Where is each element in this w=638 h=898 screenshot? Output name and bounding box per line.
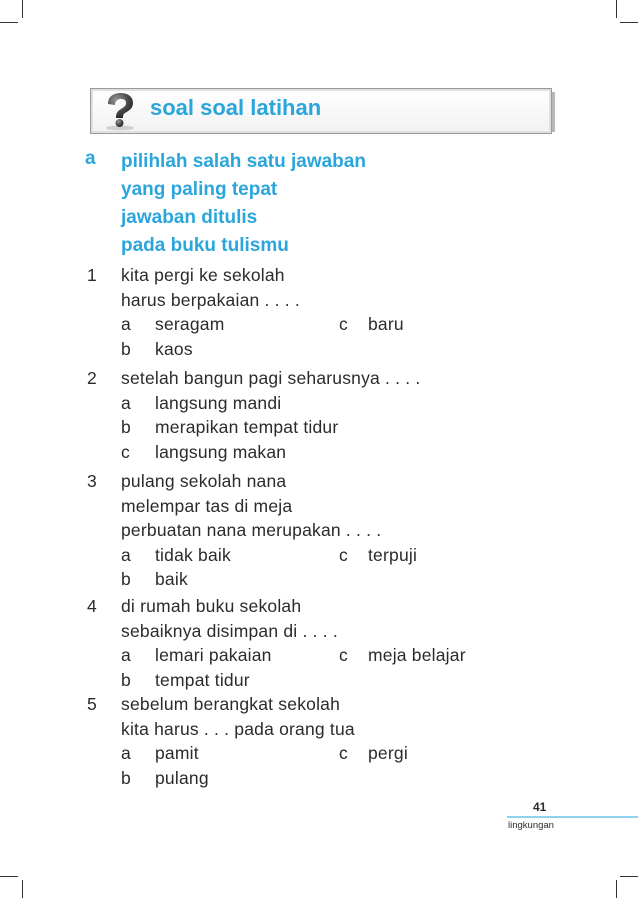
option-letter: a — [121, 314, 131, 334]
page-number: 41 — [533, 800, 547, 814]
option-letter: c — [121, 441, 130, 462]
crop-mark-bottom-left-v — [22, 880, 23, 898]
question-number: 5 — [87, 694, 97, 714]
option-row — [121, 741, 408, 766]
question-number: 1 — [87, 265, 97, 285]
option-text: langsung mandi — [155, 392, 282, 413]
option-letter: b — [121, 338, 131, 359]
option-row — [121, 415, 420, 440]
crop-mark-bottom-right-h — [620, 876, 638, 877]
option-letter: c — [339, 645, 348, 665]
option-row — [121, 766, 355, 791]
option-row — [121, 543, 418, 568]
option-text: merapikan tempat tidur — [155, 417, 339, 437]
option-row — [121, 567, 381, 592]
instruction-line: pada buku tulismu — [121, 235, 289, 256]
instruction-line: pilihlah salah satu jawaban — [121, 151, 366, 172]
option-text: pamit — [155, 743, 199, 763]
option-letter: c — [339, 743, 348, 763]
option-letter: c — [339, 314, 348, 334]
crop-mark-top-right-h — [620, 22, 638, 23]
option-text: pergi — [368, 743, 408, 763]
option-row — [121, 312, 404, 337]
instruction-text — [121, 148, 366, 260]
option-text: lemari pakaian — [155, 645, 272, 665]
option-row — [121, 391, 420, 416]
option-letter: c — [339, 544, 348, 565]
option-letter: a — [121, 743, 131, 763]
question-number: 2 — [87, 368, 97, 388]
question-text-line: kita pergi ke sekolah — [121, 265, 285, 285]
option-letter: b — [121, 767, 131, 788]
question-number: 4 — [87, 596, 97, 616]
option-letter: b — [121, 569, 131, 589]
option-text: baik — [155, 569, 188, 589]
question-text-line: kita harus . . . pada orang tua — [121, 718, 355, 739]
chapter-label: lingkungan — [508, 820, 554, 831]
option-letter: b — [121, 669, 131, 690]
crop-mark-top-left-h — [0, 22, 18, 23]
question-text-line: perbuatan nana merupakan . . . . — [121, 520, 382, 540]
section-title: soal soal latihan — [150, 95, 322, 120]
question-number: 3 — [87, 471, 97, 491]
option-letter: a — [121, 392, 131, 413]
option-text: seragam — [155, 314, 225, 334]
option-letter: a — [121, 645, 131, 665]
crop-mark-top-left-v — [22, 0, 23, 18]
option-row — [121, 668, 338, 693]
option-text: tidak baik — [155, 544, 231, 565]
question-mark-icon — [100, 91, 140, 131]
option-text: baru — [368, 314, 404, 334]
crop-mark-top-right-v — [616, 0, 617, 18]
instruction-line: jawaban ditulis — [121, 207, 258, 228]
option-text: kaos — [155, 338, 193, 359]
question-text-line: di rumah buku sekolah — [121, 596, 302, 616]
footer-divider — [507, 816, 638, 818]
option-text: meja belajar — [368, 645, 466, 665]
option-text: pulang — [155, 767, 209, 788]
option-letter: a — [121, 544, 131, 565]
question-text-line: sebaiknya disimpan di . . . . — [121, 620, 338, 641]
crop-mark-bottom-right-v — [616, 880, 617, 898]
option-row — [121, 337, 300, 362]
crop-mark-bottom-left-h — [0, 876, 18, 877]
instruction-line: yang paling tepat — [121, 179, 278, 200]
option-text: langsung makan — [155, 441, 287, 462]
question-text-line: setelah bangun pagi seharusnya . . . . — [121, 368, 421, 388]
question-text-line: harus berpakaian . . . . — [121, 289, 300, 310]
question-text-line: pulang sekolah nana — [121, 471, 287, 491]
question-text-line: sebelum berangkat sekolah — [121, 694, 341, 714]
option-row — [121, 643, 466, 668]
option-text: tempat tidur — [155, 669, 250, 690]
option-row — [121, 440, 420, 465]
option-letter: b — [121, 417, 131, 437]
question-text-line: melempar tas di meja — [121, 495, 293, 516]
option-text: terpuji — [368, 544, 418, 565]
instruction-letter: a — [85, 148, 96, 169]
